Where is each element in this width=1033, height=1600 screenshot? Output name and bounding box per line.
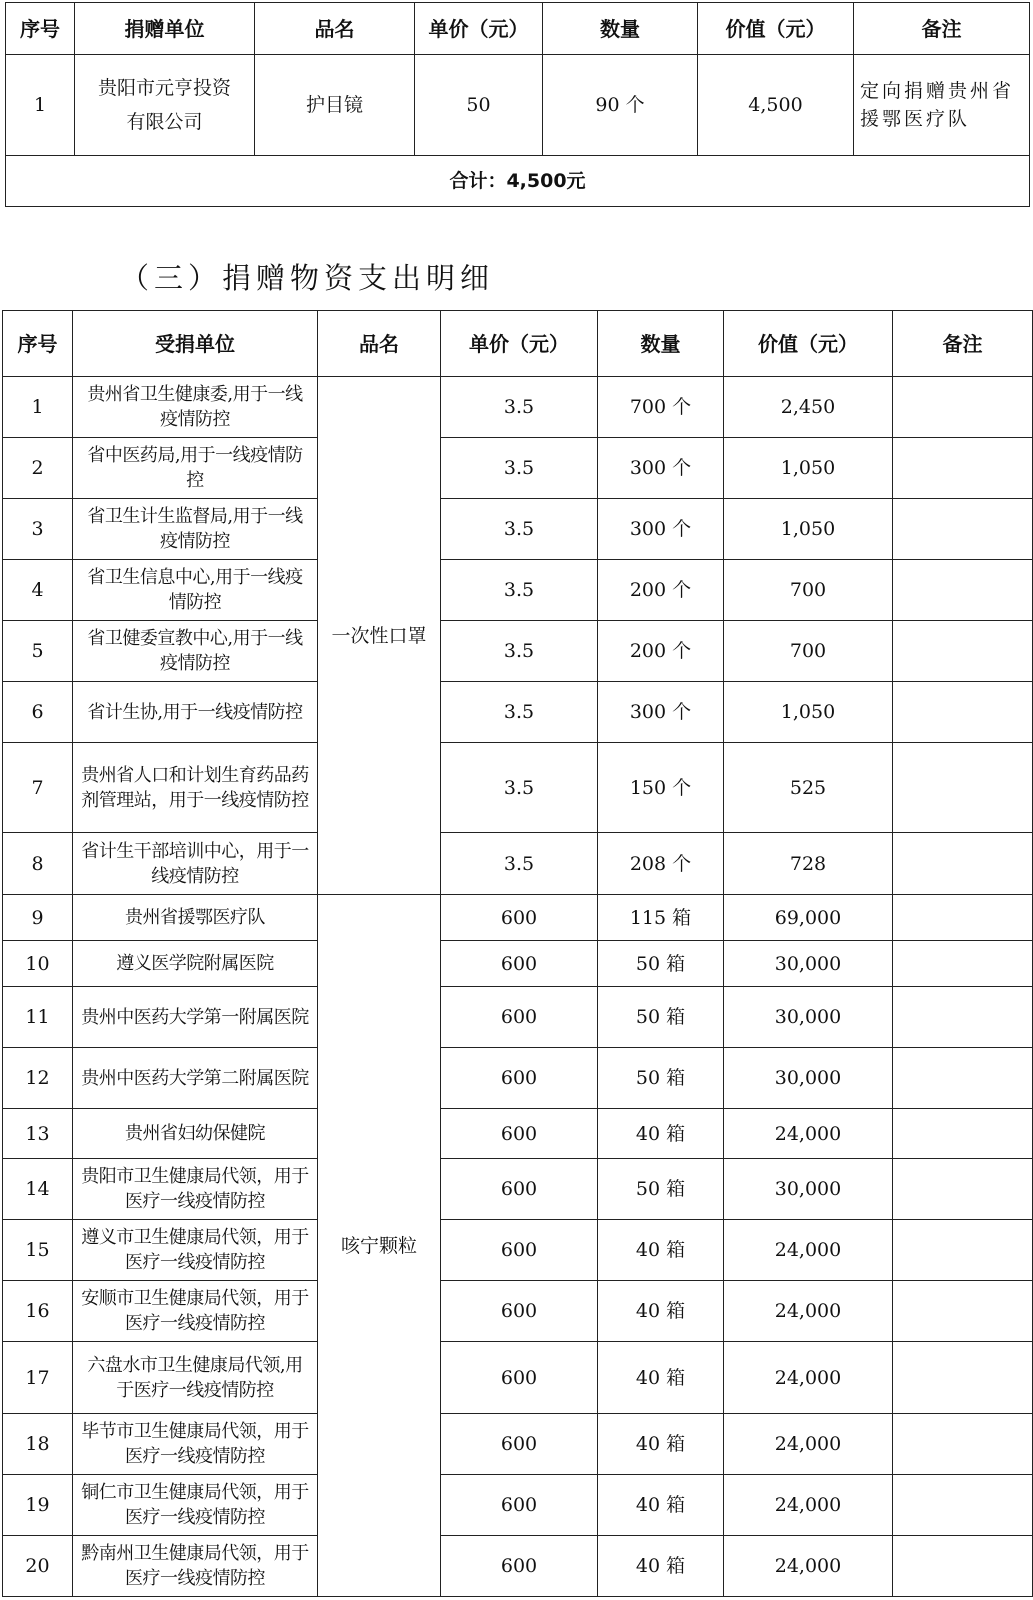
note-cell <box>893 1475 1033 1536</box>
note-cell <box>893 941 1033 987</box>
row-number: 9 <box>3 895 73 941</box>
table-row <box>3 377 1033 438</box>
quantity-cell: 40 箱 <box>598 1281 724 1342</box>
header-cell: 品名 <box>318 311 441 377</box>
recipient-cell: 省卫生信息中心,用于一线疫情防控 <box>73 560 318 621</box>
donor-cell: 贵阳市元亨投资有限公司 <box>75 55 255 156</box>
price-cell: 3.5 <box>441 621 598 682</box>
table-row <box>6 55 1030 156</box>
price-cell: 600 <box>441 1048 598 1109</box>
value-cell: 728 <box>724 833 893 895</box>
recipient-cell: 贵州中医药大学第一附属医院 <box>73 987 318 1048</box>
quantity-cell: 50 箱 <box>598 987 724 1048</box>
price-cell: 600 <box>441 987 598 1048</box>
recipient-cell: 贵州中医药大学第二附属医院 <box>73 1048 318 1109</box>
quantity-cell: 200 个 <box>598 560 724 621</box>
price-cell: 600 <box>441 1475 598 1536</box>
recipient-cell: 省计生干部培训中心，用于一线疫情防控 <box>73 833 318 895</box>
quantity-cell: 40 箱 <box>598 1220 724 1281</box>
quantity-cell: 200 个 <box>598 621 724 682</box>
row-number: 18 <box>3 1414 73 1475</box>
row-number: 4 <box>3 560 73 621</box>
value-cell: 2,450 <box>724 377 893 438</box>
donation-table <box>5 2 1030 207</box>
table-row <box>3 621 1033 682</box>
note-cell <box>893 438 1033 499</box>
table-row <box>3 1220 1033 1281</box>
price-cell: 3.5 <box>441 743 598 833</box>
value-cell: 700 <box>724 621 893 682</box>
price-cell: 600 <box>441 1159 598 1220</box>
table-row <box>3 941 1033 987</box>
row-number: 17 <box>3 1342 73 1414</box>
table-row <box>3 1475 1033 1536</box>
row-number: 6 <box>3 682 73 743</box>
price-cell: 600 <box>441 1536 598 1597</box>
item-group-cell: 一次性口罩 <box>318 377 441 895</box>
recipient-cell: 省计生协,用于一线疫情防控 <box>73 682 318 743</box>
section-title: （三）捐赠物资支出明细 <box>120 261 495 295</box>
note-cell <box>893 377 1033 438</box>
quantity-cell: 150 个 <box>598 743 724 833</box>
recipient-cell: 省中医药局,用于一线疫情防控 <box>73 438 318 499</box>
note-cell <box>893 499 1033 560</box>
total-cell: 合计：4,500元 <box>6 156 1030 207</box>
value-cell: 4,500 <box>698 55 854 156</box>
quantity-cell: 50 箱 <box>598 941 724 987</box>
recipient-cell: 贵州省妇幼保健院 <box>73 1109 318 1159</box>
header-cell: 单价（元） <box>415 3 543 55</box>
recipient-cell: 安顺市卫生健康局代领，用于医疗一线疫情防控 <box>73 1281 318 1342</box>
quantity-cell: 40 箱 <box>598 1414 724 1475</box>
row-number: 16 <box>3 1281 73 1342</box>
recipient-cell: 遵义市卫生健康局代领，用于医疗一线疫情防控 <box>73 1220 318 1281</box>
price-cell: 50 <box>415 55 543 156</box>
row-number: 3 <box>3 499 73 560</box>
note-cell <box>893 621 1033 682</box>
header-cell: 价值（元） <box>724 311 893 377</box>
recipient-cell: 省卫健委宣教中心,用于一线疫情防控 <box>73 621 318 682</box>
quantity-cell: 40 箱 <box>598 1342 724 1414</box>
value-cell: 1,050 <box>724 682 893 743</box>
value-cell: 24,000 <box>724 1475 893 1536</box>
recipient-cell: 黔南州卫生健康局代领，用于医疗一线疫情防控 <box>73 1536 318 1597</box>
recipient-cell: 毕节市卫生健康局代领，用于医疗一线疫情防控 <box>73 1414 318 1475</box>
quantity-cell: 40 箱 <box>598 1475 724 1536</box>
table-row <box>3 743 1033 833</box>
table-header-row <box>6 3 1030 55</box>
value-cell: 1,050 <box>724 499 893 560</box>
quantity-cell: 40 箱 <box>598 1536 724 1597</box>
value-cell: 30,000 <box>724 1048 893 1109</box>
note-cell <box>893 560 1033 621</box>
quantity-cell: 300 个 <box>598 499 724 560</box>
value-cell: 525 <box>724 743 893 833</box>
price-cell: 600 <box>441 1414 598 1475</box>
row-number: 8 <box>3 833 73 895</box>
value-cell: 24,000 <box>724 1342 893 1414</box>
table-row <box>3 1536 1033 1597</box>
header-cell: 数量 <box>543 3 698 55</box>
note-cell <box>893 1109 1033 1159</box>
table-row <box>3 1048 1033 1109</box>
recipient-cell: 贵州省人口和计划生育药品药剂管理站，用于一线疫情防控 <box>73 743 318 833</box>
value-cell: 30,000 <box>724 987 893 1048</box>
note-cell <box>893 833 1033 895</box>
header-cell: 价值（元） <box>698 3 854 55</box>
recipient-cell: 贵州省卫生健康委,用于一线疫情防控 <box>73 377 318 438</box>
quantity-cell: 50 箱 <box>598 1048 724 1109</box>
price-cell: 3.5 <box>441 499 598 560</box>
table-row <box>3 1414 1033 1475</box>
header-cell: 序号 <box>3 311 73 377</box>
recipient-cell: 铜仁市卫生健康局代领，用于医疗一线疫情防控 <box>73 1475 318 1536</box>
note-cell <box>893 682 1033 743</box>
note-cell <box>893 1414 1033 1475</box>
total-row <box>6 156 1030 207</box>
item-cell: 护目镜 <box>255 55 415 156</box>
row-number: 13 <box>3 1109 73 1159</box>
table-row <box>3 1109 1033 1159</box>
table-row <box>3 438 1033 499</box>
value-cell: 69,000 <box>724 895 893 941</box>
note-cell <box>893 1048 1033 1109</box>
note-cell <box>893 743 1033 833</box>
expense-table <box>2 310 1033 1597</box>
row-number: 10 <box>3 941 73 987</box>
quantity-cell: 50 箱 <box>598 1159 724 1220</box>
value-cell: 30,000 <box>724 941 893 987</box>
quantity-cell: 115 箱 <box>598 895 724 941</box>
price-cell: 3.5 <box>441 682 598 743</box>
recipient-cell: 贵阳市卫生健康局代领，用于医疗一线疫情防控 <box>73 1159 318 1220</box>
note-cell <box>893 1536 1033 1597</box>
value-cell: 24,000 <box>724 1536 893 1597</box>
price-cell: 3.5 <box>441 377 598 438</box>
table-row <box>3 1159 1033 1220</box>
quantity-cell: 40 箱 <box>598 1109 724 1159</box>
row-number: 15 <box>3 1220 73 1281</box>
header-cell: 单价（元） <box>441 311 598 377</box>
row-number: 12 <box>3 1048 73 1109</box>
table-row <box>3 1281 1033 1342</box>
table-row <box>3 833 1033 895</box>
note-cell <box>893 1342 1033 1414</box>
price-cell: 600 <box>441 1220 598 1281</box>
header-cell: 备注 <box>854 3 1030 55</box>
row-number: 11 <box>3 987 73 1048</box>
table-row <box>3 560 1033 621</box>
header-cell: 数量 <box>598 311 724 377</box>
value-cell: 24,000 <box>724 1109 893 1159</box>
note-cell <box>893 1281 1033 1342</box>
header-cell: 品名 <box>255 3 415 55</box>
price-cell: 600 <box>441 1281 598 1342</box>
note-cell <box>893 1220 1033 1281</box>
note-cell <box>893 1159 1033 1220</box>
table-row <box>3 682 1033 743</box>
price-cell: 600 <box>441 1342 598 1414</box>
quantity-cell: 90 个 <box>543 55 698 156</box>
note-cell: 定向捐赠贵州省援鄂医疗队 <box>854 55 1030 156</box>
value-cell: 1,050 <box>724 438 893 499</box>
price-cell: 600 <box>441 941 598 987</box>
row-number: 20 <box>3 1536 73 1597</box>
value-cell: 24,000 <box>724 1220 893 1281</box>
table-header-row <box>3 311 1033 377</box>
recipient-cell: 六盘水市卫生健康局代领,用于医疗一线疫情防控 <box>73 1342 318 1414</box>
value-cell: 700 <box>724 560 893 621</box>
quantity-cell: 208 个 <box>598 833 724 895</box>
price-cell: 600 <box>441 895 598 941</box>
value-cell: 24,000 <box>724 1414 893 1475</box>
price-cell: 3.5 <box>441 560 598 621</box>
row-number: 1 <box>6 55 75 156</box>
value-cell: 30,000 <box>724 1159 893 1220</box>
row-number: 14 <box>3 1159 73 1220</box>
row-number: 2 <box>3 438 73 499</box>
note-cell <box>893 895 1033 941</box>
recipient-cell: 省卫生计生监督局,用于一线疫情防控 <box>73 499 318 560</box>
table-row <box>3 1342 1033 1414</box>
table-row <box>3 499 1033 560</box>
row-number: 5 <box>3 621 73 682</box>
recipient-cell: 遵义医学院附属医院 <box>73 941 318 987</box>
price-cell: 3.5 <box>441 833 598 895</box>
quantity-cell: 300 个 <box>598 682 724 743</box>
price-cell: 600 <box>441 1109 598 1159</box>
header-cell: 受捐单位 <box>73 311 318 377</box>
price-cell: 3.5 <box>441 438 598 499</box>
header-cell: 备注 <box>893 311 1033 377</box>
item-group-cell: 咳宁颗粒 <box>318 895 441 1597</box>
row-number: 1 <box>3 377 73 438</box>
header-cell: 序号 <box>6 3 75 55</box>
row-number: 19 <box>3 1475 73 1536</box>
quantity-cell: 300 个 <box>598 438 724 499</box>
row-number: 7 <box>3 743 73 833</box>
table-row <box>3 895 1033 941</box>
table-row <box>3 987 1033 1048</box>
value-cell: 24,000 <box>724 1281 893 1342</box>
quantity-cell: 700 个 <box>598 377 724 438</box>
recipient-cell: 贵州省援鄂医疗队 <box>73 895 318 941</box>
header-cell: 捐赠单位 <box>75 3 255 55</box>
note-cell <box>893 987 1033 1048</box>
